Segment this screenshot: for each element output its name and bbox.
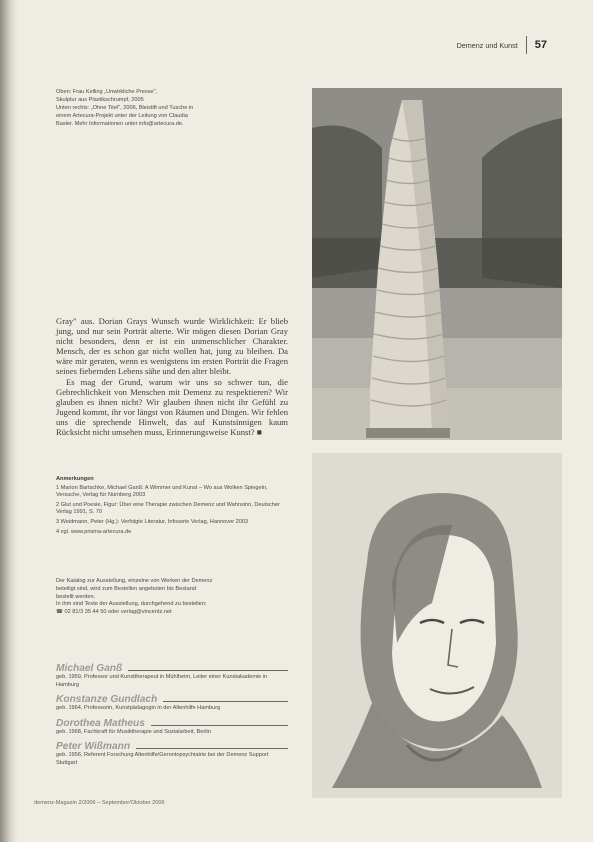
page-footer: demenz-Magazin 2/2006 – September/Oktober 2006 bbox=[34, 800, 165, 806]
author-rule bbox=[151, 725, 288, 726]
author-bio: geb. 1968, Fachkraft für Musiktherapie und Sozialarbeit, Berlin bbox=[56, 728, 211, 735]
author-bio: geb. 1956, Referent Forschung Altenhilfe/Gerontopsychiatrie bei der Demenz Support Stuttgart bbox=[56, 752, 269, 766]
author-list bbox=[56, 660, 288, 770]
caption-line: Unten rechts: „Ohne Titel", 2006, Bleistift und Tusche in bbox=[56, 105, 194, 112]
footnote-item: 2 Glut und Poesie, Figur: Über eine Therapie zwischen Demenz und Wahnsinn, Deutscher Verlag 1991, S. 70 bbox=[56, 501, 280, 516]
info-line: beteiligt sind, wird zum Bestellen angeboten bis Bestand bbox=[56, 585, 196, 592]
info-line: bestellt werden. bbox=[56, 593, 96, 600]
body-paragraph: Gray" aus. Dorian Grays Wunsch wurde Wirklichkeit: Er blieb jung, und nur sein Porträt alterte. Wir mögen diesen Dorian Gray nicht besonders, denn er ist ein unmenschlicher Charakter. Mensch, der es schon gar nicht wollen hat, jung zu bleiben. Da wäre mir geraten, wenn es wenigstens im ersten Porträt die Fragen seines fiebernden Lebens sähe und den alter bleibt. bbox=[56, 316, 288, 377]
info-line: ☎ 02 81/3 35 44 50 oder verlag@vincentz.net bbox=[56, 609, 172, 616]
footnotes bbox=[56, 476, 288, 538]
author-bio: geb. 1964, Professorin, Kunstpädagogin in der Altenhilfe Hamburg bbox=[56, 705, 221, 712]
info-line: Der Katalog zur Ausstellung, einzelne von Werken der Demenz bbox=[56, 578, 213, 584]
footnote-item: 4 vgl. www.prisma-artecura.de bbox=[56, 528, 132, 535]
author-rule bbox=[163, 701, 288, 702]
caption-line: einem Artecura-Projekt unter der Leitung von Claudia bbox=[56, 113, 188, 120]
author-name-row bbox=[56, 738, 288, 752]
author-name-row bbox=[56, 715, 288, 729]
portrait-drawing-art bbox=[312, 453, 562, 798]
author-name: Dorothea Matheus bbox=[56, 717, 145, 729]
caption-line: Basler. Mehr Informationen unter info@artecura.de. bbox=[56, 121, 184, 128]
footnotes-heading: Anmerkungen bbox=[56, 476, 94, 482]
footnote-item: 1 Marion Bartschke, Michael Ganß: A Wimmer und Kunst – Wo aus Wolken Spiegeln, Versuche, Verlag für Nürnberg 2003 bbox=[56, 484, 268, 499]
info-line: In ihm sind Texte der Ausstellung, durchgehend zu bestellen: bbox=[56, 601, 207, 608]
author-rule bbox=[136, 748, 288, 749]
caption-line: Oben: Frau Kelling „Unwirkliche Presse", bbox=[56, 89, 158, 95]
image-caption bbox=[56, 88, 261, 128]
author-name-row bbox=[56, 691, 288, 705]
author-rule bbox=[128, 670, 288, 671]
sculpture-photo-art bbox=[312, 88, 562, 440]
running-header bbox=[457, 36, 547, 54]
section-title: Demenz und Kunst bbox=[456, 40, 518, 50]
header-divider bbox=[526, 36, 527, 54]
catalog-info bbox=[56, 578, 288, 617]
binding-shadow bbox=[0, 0, 18, 842]
body-paragraph: Es mag der Grund, warum wir uns so schwer tun, die Gebrechlichkeit von Menschen mit Demenz zu respektieren? Wir glauben es ihnen nicht? Wir glauben ihnen nicht ihr Gefühl zu Jugend kommt, ihr vor längst von Räumen und Dingen. Wir fehlen uns die sprechende Hinwelt, das auf Kunstsinnigen kaum Rücksicht nicht umsehen muss, Erinnerungsweise Kunst? ■ bbox=[56, 376, 288, 438]
page-number: 57 bbox=[534, 39, 547, 51]
caption-line: Skulptur aus Plastikschrumpf, 2005 bbox=[56, 97, 144, 104]
author-name: Peter Wißmann bbox=[56, 741, 131, 753]
sculpture-photo bbox=[312, 88, 562, 440]
portrait-drawing bbox=[312, 453, 562, 798]
article-body bbox=[56, 316, 288, 437]
author-name: Michael Ganß bbox=[56, 663, 123, 674]
author-name-row bbox=[56, 660, 288, 674]
author-name: Konstanze Gundlach bbox=[56, 694, 158, 706]
author-bio: geb. 1959, Professor und Kunsttherapeut in Mühlheim, Leiter einer Kunstakademie in Hamburg bbox=[56, 674, 268, 688]
footnote-item: 3 Weidmann, Peter (Hg.): Verfolgte Literatur, Infoserie Verlag, Hannover 2003 bbox=[56, 518, 249, 525]
